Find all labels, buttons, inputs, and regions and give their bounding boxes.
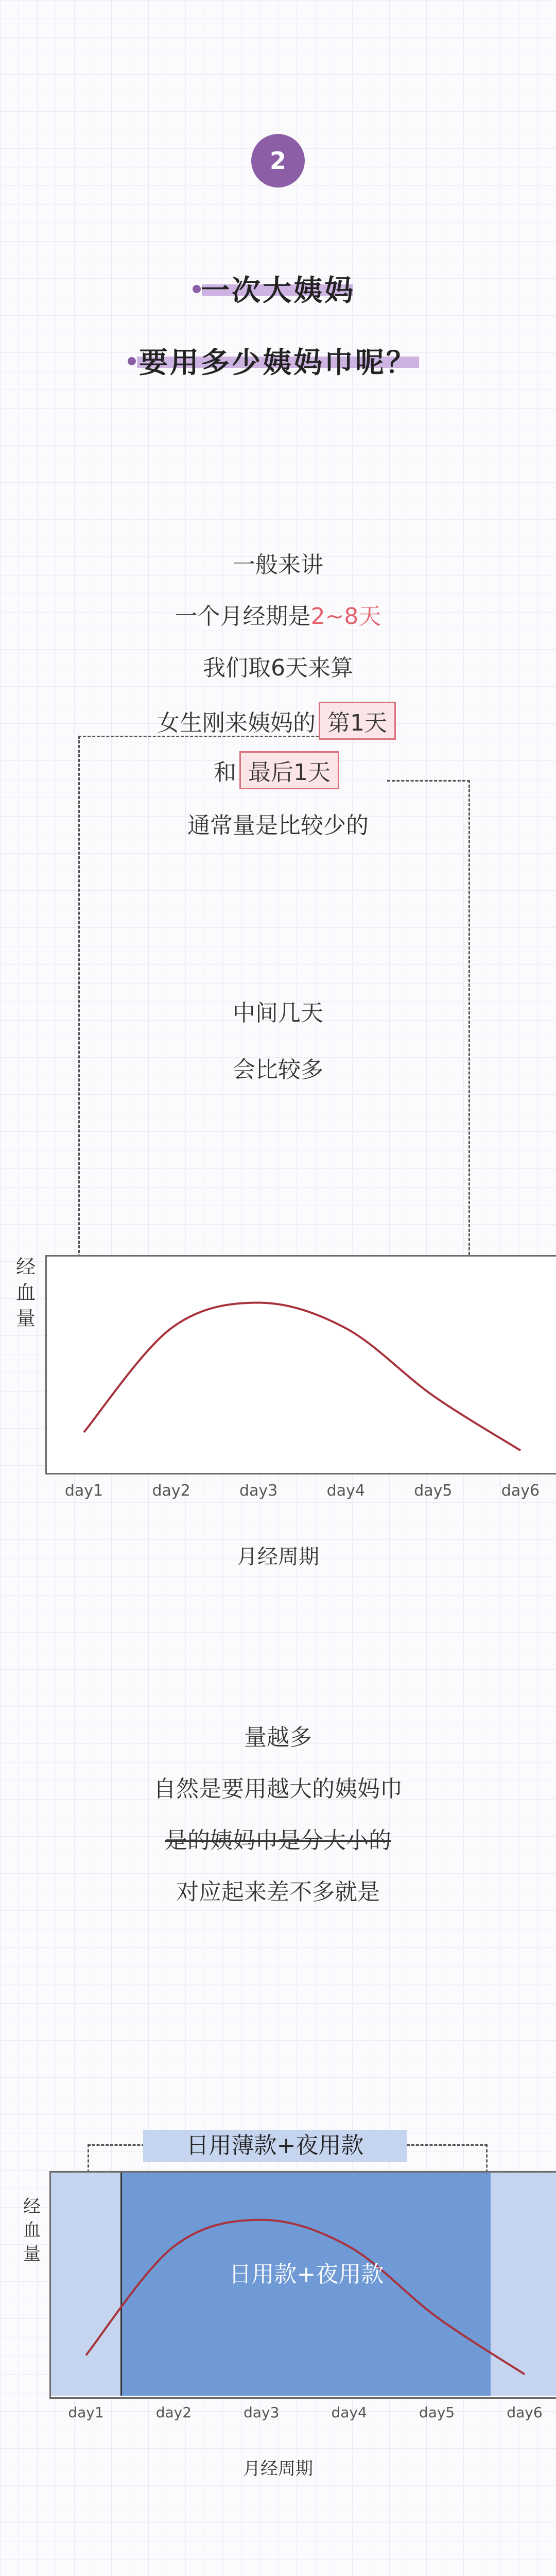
x-tick-label-day1: day1	[64, 1482, 103, 1500]
flow-line-1: 女生刚来姨妈的 第1天	[0, 702, 556, 740]
chart1-ylabel: 经血量	[15, 1256, 36, 1330]
flow-line-2: 和 最后1天	[0, 751, 556, 789]
banner-pad-types: 日用薄款+夜用款	[143, 2130, 407, 2162]
x-tick-label-day6: day6	[507, 2404, 543, 2421]
title-line-2: 要用多少姨妈巾呢？	[139, 346, 417, 380]
chart1-curve	[84, 1303, 520, 1451]
chart2-curve	[86, 2220, 525, 2375]
chart1-svg	[47, 1257, 556, 1470]
flow-line-3: 通常量是比较少的	[187, 812, 369, 839]
intro-line-2: 一个月经期是2~8天	[175, 603, 381, 630]
flow-line-5: 会比较多	[233, 1057, 323, 1083]
banner-dashed-left	[88, 2144, 145, 2173]
volume-line-3: 是的姨妈巾是分大小的	[165, 1827, 391, 1854]
x-tick-label-day3: day3	[244, 2404, 280, 2421]
section-number-badge: 2	[251, 134, 305, 188]
x-tick-label-day6: day6	[501, 1482, 540, 1500]
overlay-center-label: 日用款+夜用款	[229, 2261, 384, 2287]
volume-line-4: 对应起来差不多就是	[176, 1879, 380, 1905]
title-line-1: 一次大姨妈	[201, 274, 355, 308]
x-tick-label-day1: day1	[68, 2404, 104, 2421]
flow-line-4: 中间几天	[233, 1000, 323, 1026]
last-day-box: 最后1天	[239, 751, 339, 789]
x-tick-label-day5: day5	[414, 1482, 453, 1500]
x-tick-label-day5: day5	[419, 2404, 455, 2421]
volume-line-2: 自然是要用越大的姨妈巾	[153, 1776, 403, 1802]
banner-dashed-right	[407, 2144, 488, 2173]
chart1-xlabel: 月经周期	[237, 1545, 319, 1569]
x-tick-label-day3: day3	[239, 1482, 278, 1500]
first-day-box: 第1天	[319, 702, 396, 740]
intro-line-1: 一般来讲	[233, 552, 323, 578]
x-tick-label-day4: day4	[326, 1482, 365, 1500]
intro-line-3: 我们取6天来算	[203, 655, 353, 681]
x-tick-label-day2: day2	[155, 2404, 192, 2421]
x-tick-label-day2: day2	[152, 1482, 190, 1500]
x-tick-label-day4: day4	[331, 2404, 367, 2421]
volume-line-1: 量越多	[244, 1724, 312, 1751]
chart2-ylabel: 经血量	[23, 2196, 41, 2264]
period-length-highlight: 2~8天	[310, 603, 381, 630]
chart2-xlabel: 月经周期	[243, 2459, 313, 2479]
